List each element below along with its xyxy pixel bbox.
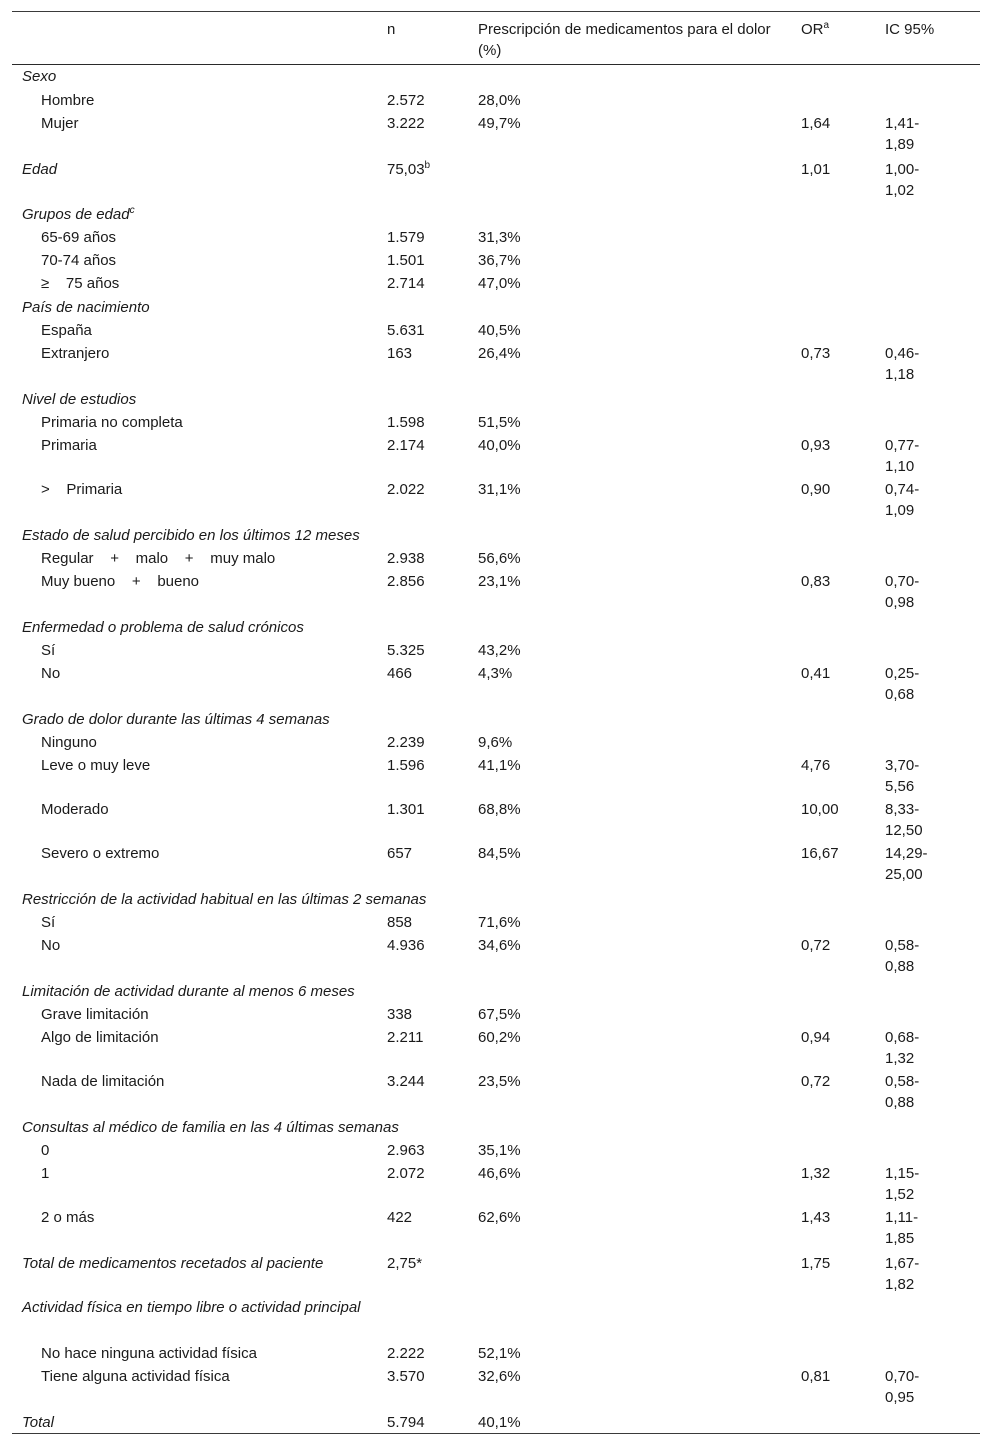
row-label: Mujer bbox=[41, 115, 79, 132]
row-label: Grado de dolor durante las últimas 4 semanas bbox=[22, 711, 330, 728]
ci-lower: 14,29- bbox=[885, 845, 928, 862]
row-label: Extranjero bbox=[41, 345, 110, 362]
row-label: 1 bbox=[41, 1165, 50, 1182]
ci-cell bbox=[885, 113, 945, 155]
row-label: Grave limitación bbox=[41, 1006, 149, 1023]
ci-upper: 1,89 bbox=[885, 136, 915, 153]
prescription-pct-cell: 31,3% bbox=[478, 229, 521, 246]
category-row bbox=[12, 524, 980, 547]
or-cell: 4,76 bbox=[801, 757, 831, 774]
row-label: Moderado bbox=[41, 801, 109, 818]
ci-lower: 1,15- bbox=[885, 1165, 920, 1182]
n-cell: 163 bbox=[387, 345, 413, 362]
row-label: Edad bbox=[22, 161, 58, 178]
row-label: Limitación de actividad durante al menos 6 meses bbox=[22, 983, 355, 1000]
ci-cell bbox=[885, 663, 945, 705]
ci-upper: 1,52 bbox=[885, 1186, 915, 1203]
prescription-pct-cell: 32,6% bbox=[478, 1368, 521, 1385]
or-cell: 0,72 bbox=[801, 1073, 831, 1090]
or-cell: 0,41 bbox=[801, 665, 831, 682]
ci-lower: 3,70- bbox=[885, 757, 920, 774]
header-or-label: OR bbox=[801, 21, 824, 38]
table-row bbox=[12, 934, 980, 980]
prescription-pct-cell: 47,0% bbox=[478, 275, 521, 292]
table-row bbox=[12, 1070, 980, 1116]
header-or-sup: a bbox=[823, 20, 830, 31]
prescription-pct-cell: 36,7% bbox=[478, 252, 521, 269]
ci-lower: 0,70- bbox=[885, 1368, 920, 1385]
ci-cell bbox=[885, 1253, 945, 1295]
n-cell: 466 bbox=[387, 665, 413, 682]
n-cell: 2,75* bbox=[387, 1255, 423, 1272]
prescription-pct-cell: 23,5% bbox=[478, 1073, 521, 1090]
category-row bbox=[12, 65, 980, 89]
ci-lower: 8,33- bbox=[885, 801, 920, 818]
or-cell: 1,64 bbox=[801, 115, 831, 132]
table-row bbox=[12, 112, 980, 158]
row-label: Primaria bbox=[41, 437, 97, 454]
prescription-pct-cell: 62,6% bbox=[478, 1209, 521, 1226]
table-row bbox=[12, 1365, 980, 1411]
ci-cell bbox=[885, 343, 945, 385]
ci-cell bbox=[885, 479, 945, 521]
n-cell: 657 bbox=[387, 845, 413, 862]
ci-cell bbox=[885, 571, 945, 613]
row-label: Ninguno bbox=[41, 734, 97, 751]
row-label: 0 bbox=[41, 1142, 50, 1159]
ci-upper: 0,98 bbox=[885, 594, 915, 611]
ci-cell bbox=[885, 435, 945, 477]
prescription-pct-cell: 49,7% bbox=[478, 115, 521, 132]
row-label: Primaria no completa bbox=[41, 414, 183, 431]
row-label: Nivel de estudios bbox=[22, 391, 137, 408]
row-label: Hombre bbox=[41, 92, 95, 109]
ci-upper: 1,32 bbox=[885, 1050, 915, 1067]
results-table bbox=[12, 11, 980, 1434]
n-cell: 75,03$^b$ bbox=[387, 160, 431, 178]
ci-cell bbox=[885, 843, 945, 885]
or-cell: 0,90 bbox=[801, 481, 831, 498]
ci-upper: 1,18 bbox=[885, 366, 915, 383]
table-row bbox=[12, 1003, 980, 1026]
row-label: No hace ninguna actividad física bbox=[41, 1345, 257, 1362]
ci-cell bbox=[885, 799, 945, 841]
n-cell: 1.579 bbox=[387, 229, 425, 246]
row-label: Estado de salud percibido en los últimos 12 meses bbox=[22, 527, 360, 544]
ci-upper: 1,85 bbox=[885, 1230, 915, 1247]
ci-lower: 1,67- bbox=[885, 1255, 920, 1272]
prescription-pct-cell: 23,1% bbox=[478, 573, 521, 590]
table-row bbox=[12, 1206, 980, 1252]
n-cell: 3.244 bbox=[387, 1073, 425, 1090]
ci-lower: 0,25- bbox=[885, 665, 920, 682]
ci-upper: 25,00 bbox=[885, 866, 923, 883]
n-cell: 1.598 bbox=[387, 414, 425, 431]
table-row bbox=[12, 798, 980, 842]
prescription-pct-cell: 56,6% bbox=[478, 550, 521, 567]
table-row bbox=[12, 842, 980, 888]
header-or bbox=[801, 19, 829, 40]
n-cell: 2.239 bbox=[387, 734, 425, 751]
row-label: 65-69 años bbox=[41, 229, 117, 246]
prescription-pct-cell: 4,3% bbox=[478, 665, 513, 682]
category-row bbox=[12, 1252, 980, 1296]
ci-upper: 5,56 bbox=[885, 778, 915, 795]
or-cell: 1,43 bbox=[801, 1209, 831, 1226]
table-row bbox=[12, 1342, 980, 1365]
n-cell: 1.596 bbox=[387, 757, 425, 774]
ci-upper: 0,88 bbox=[885, 1094, 915, 1111]
table-row bbox=[12, 1162, 980, 1206]
or-cell: 0,72 bbox=[801, 937, 831, 954]
ci-lower: 1,11- bbox=[885, 1209, 919, 1226]
or-cell: 16,67 bbox=[801, 845, 839, 862]
prescription-pct-cell: 40,1% bbox=[478, 1414, 521, 1431]
category-row bbox=[12, 1116, 980, 1139]
row-label: Total bbox=[22, 1414, 54, 1431]
n-cell: 422 bbox=[387, 1209, 413, 1226]
table-row bbox=[12, 342, 980, 388]
category-row bbox=[12, 203, 980, 226]
ci-upper: 12,50 bbox=[885, 822, 923, 839]
table-row bbox=[12, 754, 980, 798]
category-row bbox=[12, 388, 980, 411]
ci-cell bbox=[885, 1027, 945, 1069]
table-row bbox=[12, 249, 980, 272]
ci-upper: 0,88 bbox=[885, 958, 915, 975]
category-row bbox=[12, 158, 980, 203]
n-cell: 2.714 bbox=[387, 275, 425, 292]
or-cell: 0,81 bbox=[801, 1368, 831, 1385]
table-header bbox=[12, 12, 980, 65]
row-label: Sí bbox=[41, 914, 56, 931]
prescription-pct-cell: 43,2% bbox=[478, 642, 521, 659]
ci-lower: 0,58- bbox=[885, 937, 920, 954]
row-label: Leve o muy leve bbox=[41, 757, 151, 774]
row-label: No bbox=[41, 665, 61, 682]
n-cell: 2.022 bbox=[387, 481, 425, 498]
prescription-pct-cell: 40,5% bbox=[478, 322, 521, 339]
prescription-pct-cell: 68,8% bbox=[478, 801, 521, 818]
ci-lower: 0,68- bbox=[885, 1029, 920, 1046]
or-cell: 10,00 bbox=[801, 801, 839, 818]
row-label: Nada de limitación bbox=[41, 1073, 165, 1090]
category-row bbox=[12, 888, 980, 911]
ci-lower: 0,46- bbox=[885, 345, 920, 362]
n-cell: 2.072 bbox=[387, 1165, 425, 1182]
ci-cell bbox=[885, 935, 945, 977]
table-row bbox=[12, 547, 980, 570]
n-cell: 1.501 bbox=[387, 252, 425, 269]
row-label: País de nacimiento bbox=[22, 299, 150, 316]
prescription-pct-cell: 71,6% bbox=[478, 914, 521, 931]
row-label: ≥ 75 años bbox=[41, 275, 120, 292]
n-superscript: b bbox=[424, 160, 431, 171]
label-superscript: c bbox=[129, 205, 135, 216]
prescription-pct-cell: 41,1% bbox=[478, 757, 521, 774]
n-cell: 3.222 bbox=[387, 115, 425, 132]
ci-lower: 1,41- bbox=[885, 115, 920, 132]
prescription-pct-cell: 31,1% bbox=[478, 481, 521, 498]
ci-upper: 1,10 bbox=[885, 458, 915, 475]
or-cell: 1,01 bbox=[801, 161, 831, 178]
table-row bbox=[12, 1026, 980, 1070]
prescription-pct-cell: 52,1% bbox=[478, 1345, 521, 1362]
category-row bbox=[12, 296, 980, 319]
or-cell: 1,75 bbox=[801, 1255, 831, 1272]
ci-lower: 0,58- bbox=[885, 1073, 920, 1090]
table-row bbox=[12, 731, 980, 754]
table-row bbox=[12, 434, 980, 478]
prescription-pct-cell: 46,6% bbox=[478, 1165, 521, 1182]
row-label: Regular + malo + muy malo bbox=[41, 550, 276, 567]
prescription-pct-cell: 60,2% bbox=[478, 1029, 521, 1046]
table-row bbox=[12, 478, 980, 524]
row-label: Total de medicamentos recetados al paciente bbox=[22, 1255, 324, 1272]
prescription-pct-cell: 34,6% bbox=[478, 937, 521, 954]
or-cell: 1,32 bbox=[801, 1165, 831, 1182]
category-row bbox=[12, 616, 980, 639]
n-cell: 1.301 bbox=[387, 801, 425, 818]
ci-lower: 1,00- bbox=[885, 161, 920, 178]
row-label: Muy bueno + bueno bbox=[41, 573, 200, 590]
prescription-pct-cell: 28,0% bbox=[478, 92, 521, 109]
n-cell: 5.794 bbox=[387, 1414, 425, 1431]
row-label: Grupos de edad$^c$ bbox=[22, 205, 135, 223]
n-cell: 2.572 bbox=[387, 92, 425, 109]
table-row bbox=[12, 662, 980, 708]
n-cell: 858 bbox=[387, 914, 413, 931]
n-cell: 2.938 bbox=[387, 550, 425, 567]
category-row bbox=[12, 1411, 980, 1433]
n-cell: 2.174 bbox=[387, 437, 425, 454]
ci-cell bbox=[885, 1207, 945, 1249]
ci-lower: 0,70- bbox=[885, 573, 920, 590]
n-cell: 2.222 bbox=[387, 1345, 425, 1362]
ci-cell bbox=[885, 159, 945, 201]
ci-cell bbox=[885, 1366, 945, 1408]
table-row bbox=[12, 911, 980, 934]
table-row bbox=[12, 89, 980, 112]
n-cell: 338 bbox=[387, 1006, 413, 1023]
row-label: Algo de limitación bbox=[41, 1029, 159, 1046]
n-cell: 3.570 bbox=[387, 1368, 425, 1385]
ci-upper: 1,02 bbox=[885, 182, 915, 199]
table-row bbox=[12, 1139, 980, 1162]
row-label: 2 o más bbox=[41, 1209, 95, 1226]
prescription-pct-cell: 67,5% bbox=[478, 1006, 521, 1023]
ci-upper: 0,68 bbox=[885, 686, 915, 703]
n-cell: 2.963 bbox=[387, 1142, 425, 1159]
or-cell: 0,73 bbox=[801, 345, 831, 362]
table-row bbox=[12, 272, 980, 296]
row-label: > Primaria bbox=[41, 481, 123, 498]
or-cell: 0,83 bbox=[801, 573, 831, 590]
table-row bbox=[12, 570, 980, 616]
row-label: Severo o extremo bbox=[41, 845, 160, 862]
n-cell: 2.211 bbox=[387, 1029, 424, 1046]
ci-cell bbox=[885, 755, 945, 797]
ci-lower: 0,74- bbox=[885, 481, 920, 498]
prescription-pct-cell: 84,5% bbox=[478, 845, 521, 862]
n-cell: 2.856 bbox=[387, 573, 425, 590]
table-body bbox=[12, 65, 980, 1433]
row-label: No bbox=[41, 937, 61, 954]
prescription-pct-cell: 9,6% bbox=[478, 734, 513, 751]
category-row bbox=[12, 980, 980, 1003]
header-ci: IC 95% bbox=[885, 21, 935, 38]
table-row bbox=[12, 319, 980, 342]
category-row bbox=[12, 708, 980, 731]
table-row bbox=[12, 226, 980, 249]
row-label: Sexo bbox=[22, 68, 57, 85]
ci-upper: 1,09 bbox=[885, 502, 915, 519]
row-label: Enfermedad o problema de salud crónicos bbox=[22, 619, 304, 636]
ci-cell bbox=[885, 1163, 945, 1205]
prescription-pct-cell: 40,0% bbox=[478, 437, 521, 454]
row-label: 70-74 años bbox=[41, 252, 117, 269]
row-label: Actividad física en tiempo libre o actividad principal bbox=[22, 1299, 361, 1316]
ci-lower: 0,77- bbox=[885, 437, 920, 454]
prescription-pct-cell: 35,1% bbox=[478, 1142, 521, 1159]
row-label: Restricción de la actividad habitual en las últimas 2 semanas bbox=[22, 891, 427, 908]
row-label: Sí bbox=[41, 642, 56, 659]
header-prescription: Prescripción de medicamentos para el dolor (%) bbox=[478, 21, 771, 59]
or-cell: 0,94 bbox=[801, 1029, 831, 1046]
prescription-pct-cell: 51,5% bbox=[478, 414, 521, 431]
row-label: España bbox=[41, 322, 92, 339]
n-cell: 4.936 bbox=[387, 937, 425, 954]
row-label: Tiene alguna actividad física bbox=[41, 1368, 230, 1385]
ci-upper: 1,82 bbox=[885, 1276, 915, 1293]
or-cell: 0,93 bbox=[801, 437, 831, 454]
n-cell: 5.325 bbox=[387, 642, 425, 659]
ci-cell bbox=[885, 1071, 945, 1113]
table-row bbox=[12, 411, 980, 434]
table-row bbox=[12, 639, 980, 662]
row-label: Consultas al médico de familia en las 4 últimas semanas bbox=[22, 1119, 399, 1136]
category-row bbox=[12, 1296, 980, 1342]
ci-upper: 0,95 bbox=[885, 1389, 915, 1406]
header-n: n bbox=[387, 21, 396, 38]
prescription-pct-cell: 26,4% bbox=[478, 345, 521, 362]
n-cell: 5.631 bbox=[387, 322, 425, 339]
